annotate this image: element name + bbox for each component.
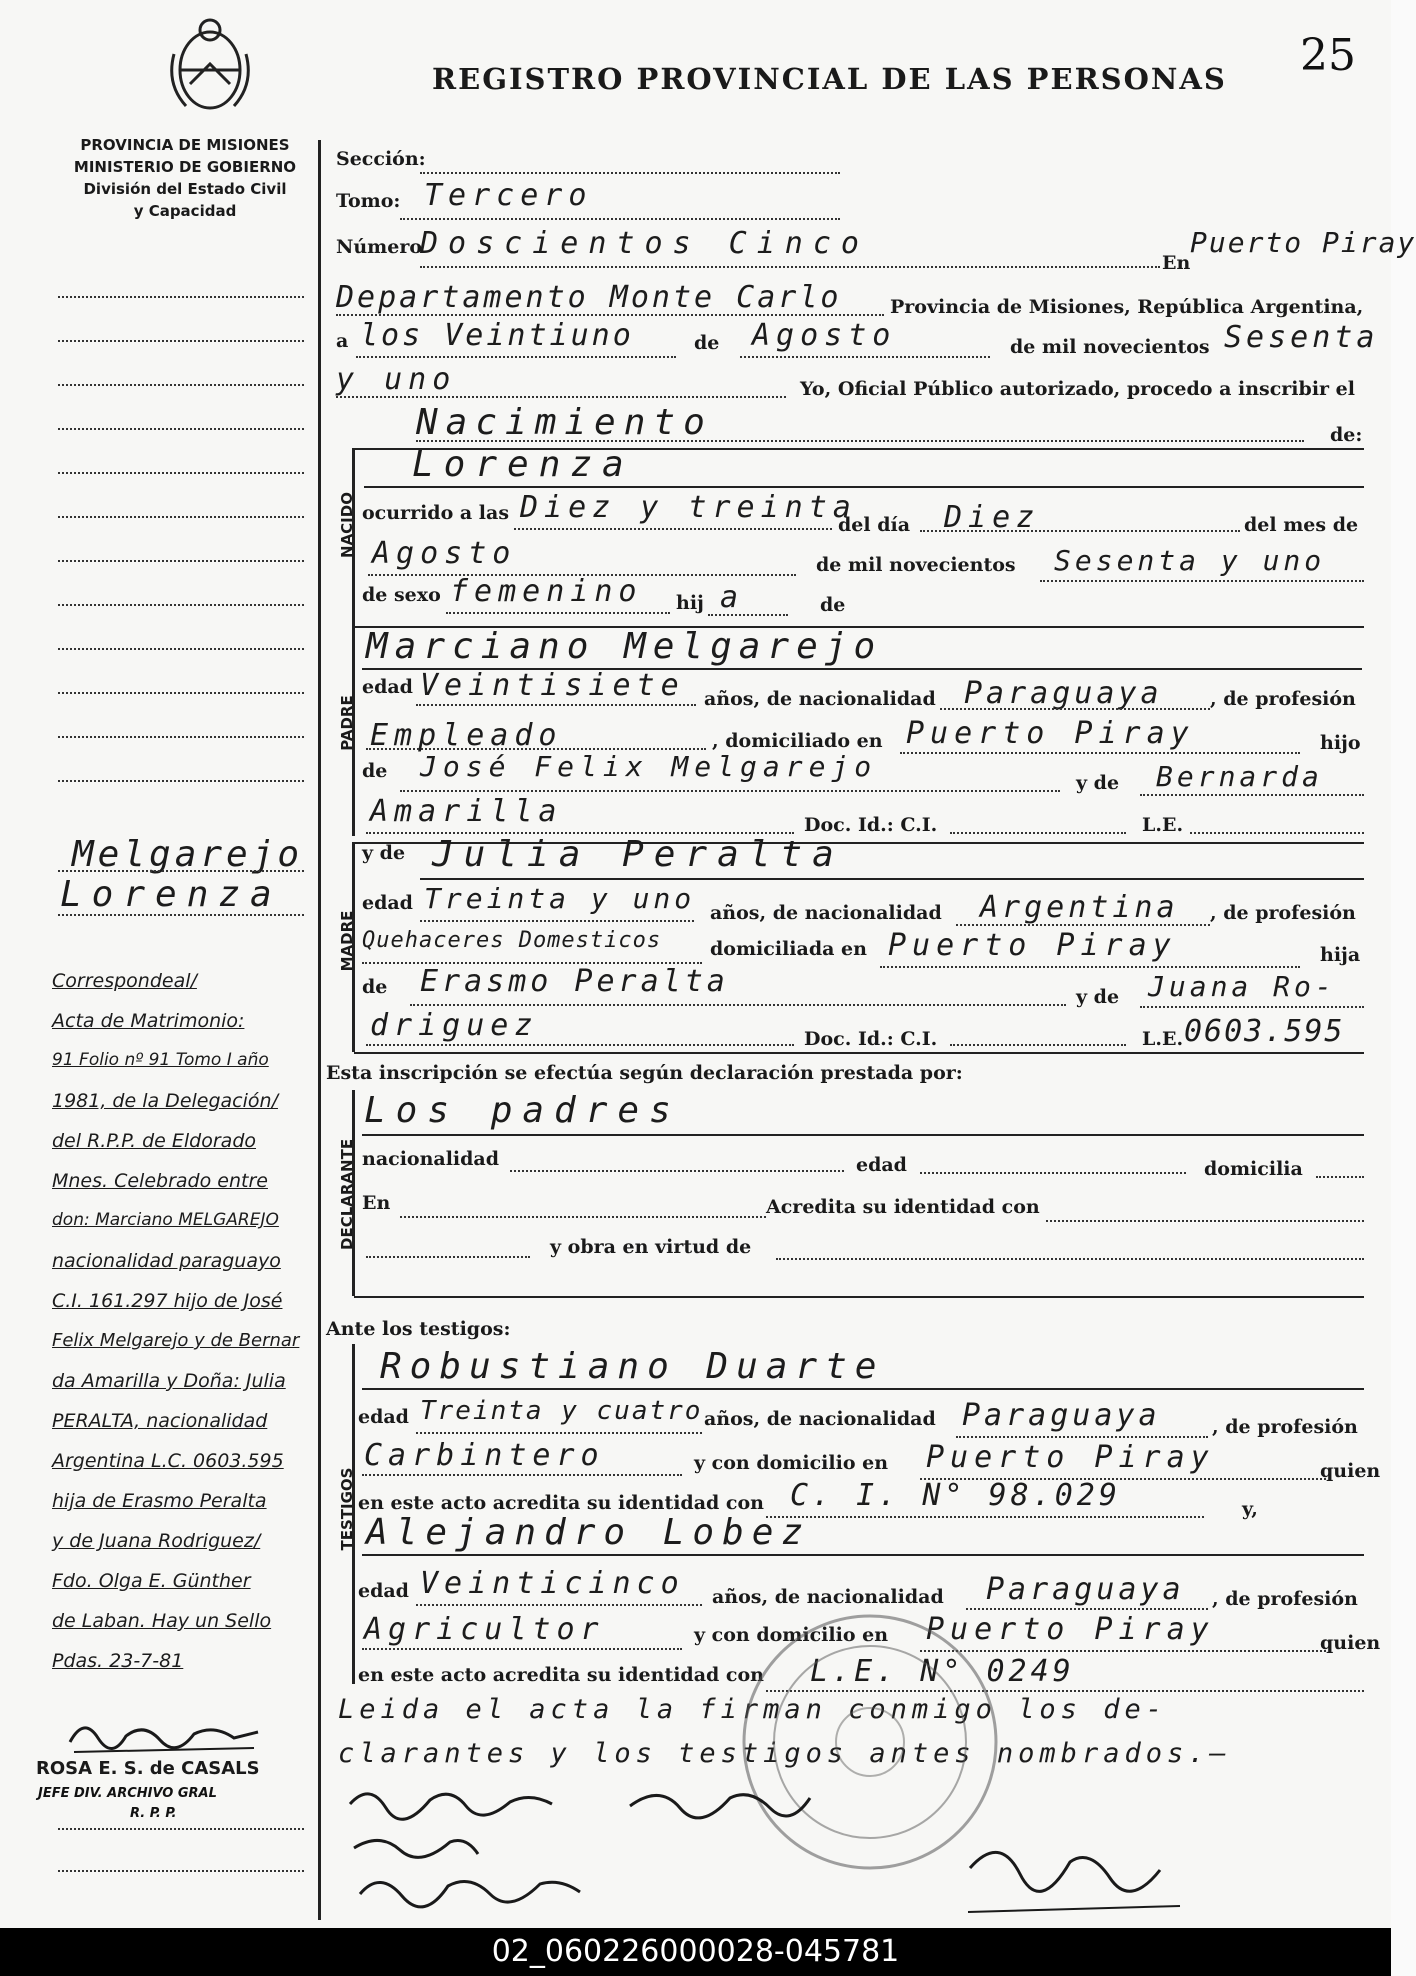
value-hij-suffix: a (720, 580, 745, 615)
field-line (400, 218, 840, 220)
value-dia-nac: Diez (944, 500, 1041, 535)
label-en-decl: En (362, 1192, 391, 1214)
value-acto: Nacimiento (416, 402, 713, 443)
label-de-4: de (362, 976, 388, 998)
label-t2-quien: quien (1320, 1632, 1381, 1654)
field-line (740, 356, 990, 358)
field-line (336, 396, 786, 398)
stamp-name: ROSA E. S. de CASALS (36, 1758, 260, 1779)
signatures-icon (340, 1778, 1380, 1928)
closing-line-1: Leida el acta la firman conmigo los de- (338, 1694, 1167, 1725)
field-line (1140, 1006, 1364, 1008)
footer-id-bar: 02_060226000028-045781 (0, 1928, 1391, 1976)
value-madre-le: 0603.595 (1184, 1014, 1345, 1049)
field-line (362, 1388, 1364, 1390)
label-hijo: hijo (1320, 732, 1361, 754)
label-hij: hij (676, 592, 704, 614)
label-tomo: Tomo: (336, 190, 401, 212)
field-line (416, 1604, 702, 1606)
section-label-testigos: TESTIGOS (338, 1467, 356, 1551)
margin-note-line: C.I. 161.297 hijo de José (52, 1290, 283, 1312)
coat-of-arms-icon (162, 14, 258, 114)
column-divider (318, 140, 321, 1920)
margin-note-line: 1981, de la Delegación/ (52, 1090, 278, 1112)
label-t2-prof: , de profesión (1212, 1588, 1358, 1610)
label-t1-quien: quien (1320, 1460, 1381, 1482)
margin-line (58, 914, 304, 916)
value-padre-madre-1: Bernarda (1156, 760, 1323, 793)
margin-line (58, 692, 304, 694)
field-line (880, 966, 1300, 968)
margin-note-line: de Laban. Hay un Sello (52, 1610, 272, 1632)
value-t1-edad: Treinta y cuatro (420, 1396, 703, 1426)
page-title: REGISTRO PROVINCIAL DE LAS PERSONAS (432, 62, 1227, 96)
label-domiciliado: , domiciliado en (712, 730, 883, 752)
label-y-de-2: y de (1076, 986, 1120, 1008)
margin-line (58, 736, 304, 738)
issuer-line: PROVINCIA DE MISIONES (80, 136, 290, 154)
value-madre-madre-1: Juana Ro- (1148, 970, 1336, 1003)
value-t1-nac: Paraguaya (962, 1398, 1161, 1433)
value-departamento: Departamento Monte Carlo (336, 280, 842, 315)
margin-note-line: Felix Melgarejo y de Bernar (52, 1330, 300, 1351)
margin-note-line: del R.P.P. de Eldorado (52, 1130, 257, 1152)
value-t2-doc: L.E. N° 0249 (810, 1654, 1075, 1689)
value-testigo-2: Alejandro Lobez (366, 1512, 812, 1553)
value-dia: los Veintiuno (360, 318, 634, 353)
margin-note-line: nacionalidad paraguayo (52, 1250, 281, 1272)
label-t1-anios: años, de nacionalidad (704, 1408, 936, 1430)
field-line (364, 486, 1364, 488)
label-hija: hija (1320, 944, 1361, 966)
margin-line (58, 604, 304, 606)
field-line (956, 1436, 1208, 1438)
issuer-line: División del Estado Civil (83, 180, 287, 198)
field-line (362, 1554, 1364, 1556)
label-de: de (694, 332, 720, 354)
field-line (420, 878, 1364, 880)
label-domicilia: domicilia (1204, 1158, 1303, 1180)
label-madre-y-de: y de (362, 842, 406, 864)
value-padre-madre-2: Amarilla (370, 794, 563, 829)
value-t1-prof: Carbintero (364, 1438, 605, 1473)
field-line (362, 1474, 682, 1476)
label-padre-anios: años, de nacionalidad (704, 688, 936, 710)
label-t1-acredita: en este acto acredita su identidad con (358, 1492, 764, 1514)
field-line (416, 440, 1304, 442)
value-padre-edad: Veintisiete (420, 668, 685, 703)
margin-note-line: da Amarilla y Doña: Julia (52, 1370, 286, 1392)
margin-line (58, 384, 304, 386)
section-label-declarante: DECLARANTE (338, 1138, 356, 1250)
value-testigo-1: Robustiano Duarte (380, 1346, 885, 1387)
label-del-mes: del mes de (1244, 514, 1359, 536)
label-t1-edad: edad (358, 1406, 409, 1428)
field-line (956, 924, 1210, 926)
value-padre-nac: Paraguaya (964, 676, 1163, 711)
field-line (708, 614, 788, 616)
field-line (920, 1172, 1186, 1174)
field-line (410, 1004, 1066, 1006)
label-nacionalidad: nacionalidad (362, 1148, 500, 1170)
section-rule (354, 1052, 1364, 1054)
field-line (336, 314, 884, 316)
field-line (510, 1170, 844, 1172)
margin-note-line: Argentina L.C. 0603.595 (52, 1450, 284, 1472)
margin-note-line: Acta de Matrimonio: (52, 1010, 245, 1032)
field-line (362, 1134, 1364, 1136)
label-doc-id: Doc. Id.: C.I. (804, 814, 938, 836)
value-nombre: Lorenza (412, 444, 634, 485)
label-padre-prof: , de profesión (1210, 688, 1356, 710)
field-line (416, 704, 696, 706)
field-line (900, 752, 1300, 754)
margin-line (58, 648, 304, 650)
label-padre-edad: edad (362, 676, 413, 698)
value-tomo: Tercero (424, 178, 593, 213)
value-padre-dom: Puerto Piray (906, 716, 1195, 751)
label-del-dia: del día (838, 514, 911, 536)
value-numero: Doscientos Cinco (420, 226, 869, 261)
section-rule (354, 1296, 1364, 1298)
field-line (420, 920, 694, 922)
field-line (920, 530, 1240, 532)
value-padre-nombre: Marciano Melgarejo (366, 626, 883, 667)
value-lugar: Puerto Piray (1190, 226, 1416, 259)
value-anio-1: Sesenta (1224, 320, 1379, 355)
margin-note-line: 91 Folio nº 91 Tomo I año (52, 1050, 269, 1070)
label-yo: Yo, Oficial Público autorizado, procedo a inscribir el (800, 378, 1355, 400)
issuer-line: y Capacidad (133, 202, 237, 220)
margin-line (58, 560, 304, 562)
field-line (400, 1216, 766, 1218)
label-provincia: Provincia de Misiones, República Argentina, (890, 296, 1364, 318)
label-t2-dom: y con domicilio en (694, 1624, 889, 1646)
margin-note-line: PERALTA, nacionalidad (52, 1410, 268, 1432)
label-seccion: Sección: (336, 148, 426, 170)
label-t2-acredita: en este acto acredita su identidad con (358, 1664, 764, 1686)
margin-line (58, 472, 304, 474)
margin-note-line: Fdo. Olga E. Günther (52, 1570, 251, 1592)
margin-surname: Melgarejo (72, 834, 304, 875)
label-madre-anios: años, de nacionalidad (710, 902, 942, 924)
value-madre-madre-2: driguez (370, 1008, 539, 1043)
value-t2-prof: Agricultor (364, 1612, 605, 1647)
margin-note (52, 970, 318, 1690)
label-acredita: Acredita su identidad con (766, 1196, 1040, 1218)
label-madre-prof: , de profesión (1210, 902, 1356, 924)
label-t1-prof: , de profesión (1212, 1416, 1358, 1438)
label-le-2: L.E. (1142, 1028, 1184, 1050)
margin-line (58, 516, 304, 518)
label-ante-testigos: Ante los testigos: (326, 1318, 511, 1340)
label-le: L.E. (1142, 814, 1184, 836)
value-padre-padre: José Felix Melgarejo (420, 750, 878, 783)
value-madre-edad: Treinta y uno (424, 882, 696, 915)
margin-line (58, 1828, 304, 1830)
value-mes: Agosto (752, 318, 897, 353)
margin-note-line: Correspondeal/ (52, 970, 197, 992)
label-de-mil-2: de mil novecientos (816, 554, 1016, 576)
margin-note-line: y de Juana Rodriguez/ (52, 1530, 261, 1552)
value-declarante: Los padres (364, 1090, 681, 1131)
stamp-dept: R. P. P. (130, 1806, 177, 1821)
field-line (1190, 832, 1364, 834)
margin-line (58, 296, 304, 298)
label-y-obra: y obra en virtud de (550, 1236, 752, 1258)
page-number: 25 (1300, 30, 1356, 81)
value-madre-dom: Puerto Piray (888, 928, 1177, 963)
field-line (362, 1648, 682, 1650)
value-t1-dom: Puerto Piray (926, 1440, 1215, 1475)
field-line (400, 790, 1060, 792)
field-line (776, 1258, 1364, 1260)
value-mes-nac: Agosto (372, 536, 517, 571)
field-line (416, 1432, 702, 1434)
value-hora: Diez y treinta (520, 490, 857, 525)
value-t2-dom: Puerto Piray (926, 1612, 1215, 1647)
value-t2-nac: Paraguaya (986, 1572, 1185, 1607)
section-label-padre: PADRE (338, 695, 356, 751)
label-numero: Número (336, 236, 423, 258)
section-label-madre: MADRE (338, 910, 356, 972)
field-line (1140, 794, 1364, 796)
stamp-title: JEFE DIV. ARCHIVO GRAL (38, 1786, 217, 1801)
value-anio-nac: Sesenta y uno (1054, 544, 1326, 577)
margin-line (58, 870, 304, 872)
value-padre-prof: Empleado (370, 718, 563, 753)
label-a: a (336, 330, 349, 352)
label-de-mil: de mil novecientos (1010, 336, 1210, 358)
field-line (1040, 580, 1364, 582)
label-edad-decl: edad (856, 1154, 907, 1176)
label-de-sexo: de sexo (362, 584, 441, 606)
label-domiciliada: domiciliada en (710, 938, 867, 960)
label-y-de: y de (1076, 772, 1120, 794)
margin-note-line: Pdas. 23-7-81 (52, 1650, 184, 1672)
field-line (446, 612, 670, 614)
margin-line (58, 780, 304, 782)
value-t1-doc: C. I. N° 98.029 (790, 1478, 1121, 1513)
label-t2-edad: edad (358, 1580, 409, 1602)
field-line (514, 528, 832, 530)
value-madre-padre: Erasmo Peralta (420, 964, 729, 999)
label-de-3: de (362, 760, 388, 782)
field-line (1316, 1176, 1364, 1178)
label-de-2: de (820, 594, 846, 616)
field-line (950, 832, 1126, 834)
value-madre-nombre: Julia Peralta (432, 834, 844, 875)
closing-line-2: clarantes y los testigos antes nombrados.— (338, 1738, 1231, 1769)
issuer-line: MINISTERIO DE GOBIERNO (73, 158, 297, 176)
section-label-nacido: NACIDO (338, 492, 356, 558)
value-t2-edad: Veinticinco (420, 1566, 685, 1601)
label-y-comma: y, (1242, 1498, 1258, 1520)
margin-note-line: don: Marciano MELGAREJO (52, 1210, 279, 1230)
field-line (366, 1256, 530, 1258)
label-doc-id-2: Doc. Id.: C.I. (804, 1028, 938, 1050)
margin-line (58, 340, 304, 342)
label-t2-anios: años, de nacionalidad (712, 1586, 944, 1608)
margin-line (58, 428, 304, 430)
field-line (356, 356, 676, 358)
margin-signature-icon (64, 1712, 264, 1756)
label-esta-inscripcion: Esta inscripción se efectúa según declaración prestada por: (326, 1062, 963, 1084)
field-line (950, 1044, 1126, 1046)
label-madre-edad: edad (362, 892, 413, 914)
label-de-colon: de: (1330, 424, 1363, 446)
value-anio-2: y uno (336, 362, 457, 397)
label-en: En (1162, 252, 1191, 274)
margin-given-name: Lorenza (60, 874, 282, 915)
field-line (366, 1044, 794, 1046)
field-line (766, 1516, 1204, 1518)
margin-note-line: hija de Erasmo Peralta (52, 1490, 267, 1512)
label-ocurrido: ocurrido a las (362, 502, 510, 524)
margin-line (58, 1870, 304, 1872)
label-t1-dom: y con domicilio en (694, 1452, 889, 1474)
field-line (940, 708, 1210, 710)
field-line (420, 266, 1160, 268)
value-madre-prof: Quehaceres Domesticos (362, 928, 662, 953)
issuer-block (50, 134, 320, 222)
field-line (420, 172, 840, 174)
value-madre-nac: Argentina (980, 890, 1179, 925)
field-line (1046, 1220, 1364, 1222)
margin-note-line: Mnes. Celebrado entre (52, 1170, 268, 1192)
value-sexo: femenino (450, 574, 643, 609)
